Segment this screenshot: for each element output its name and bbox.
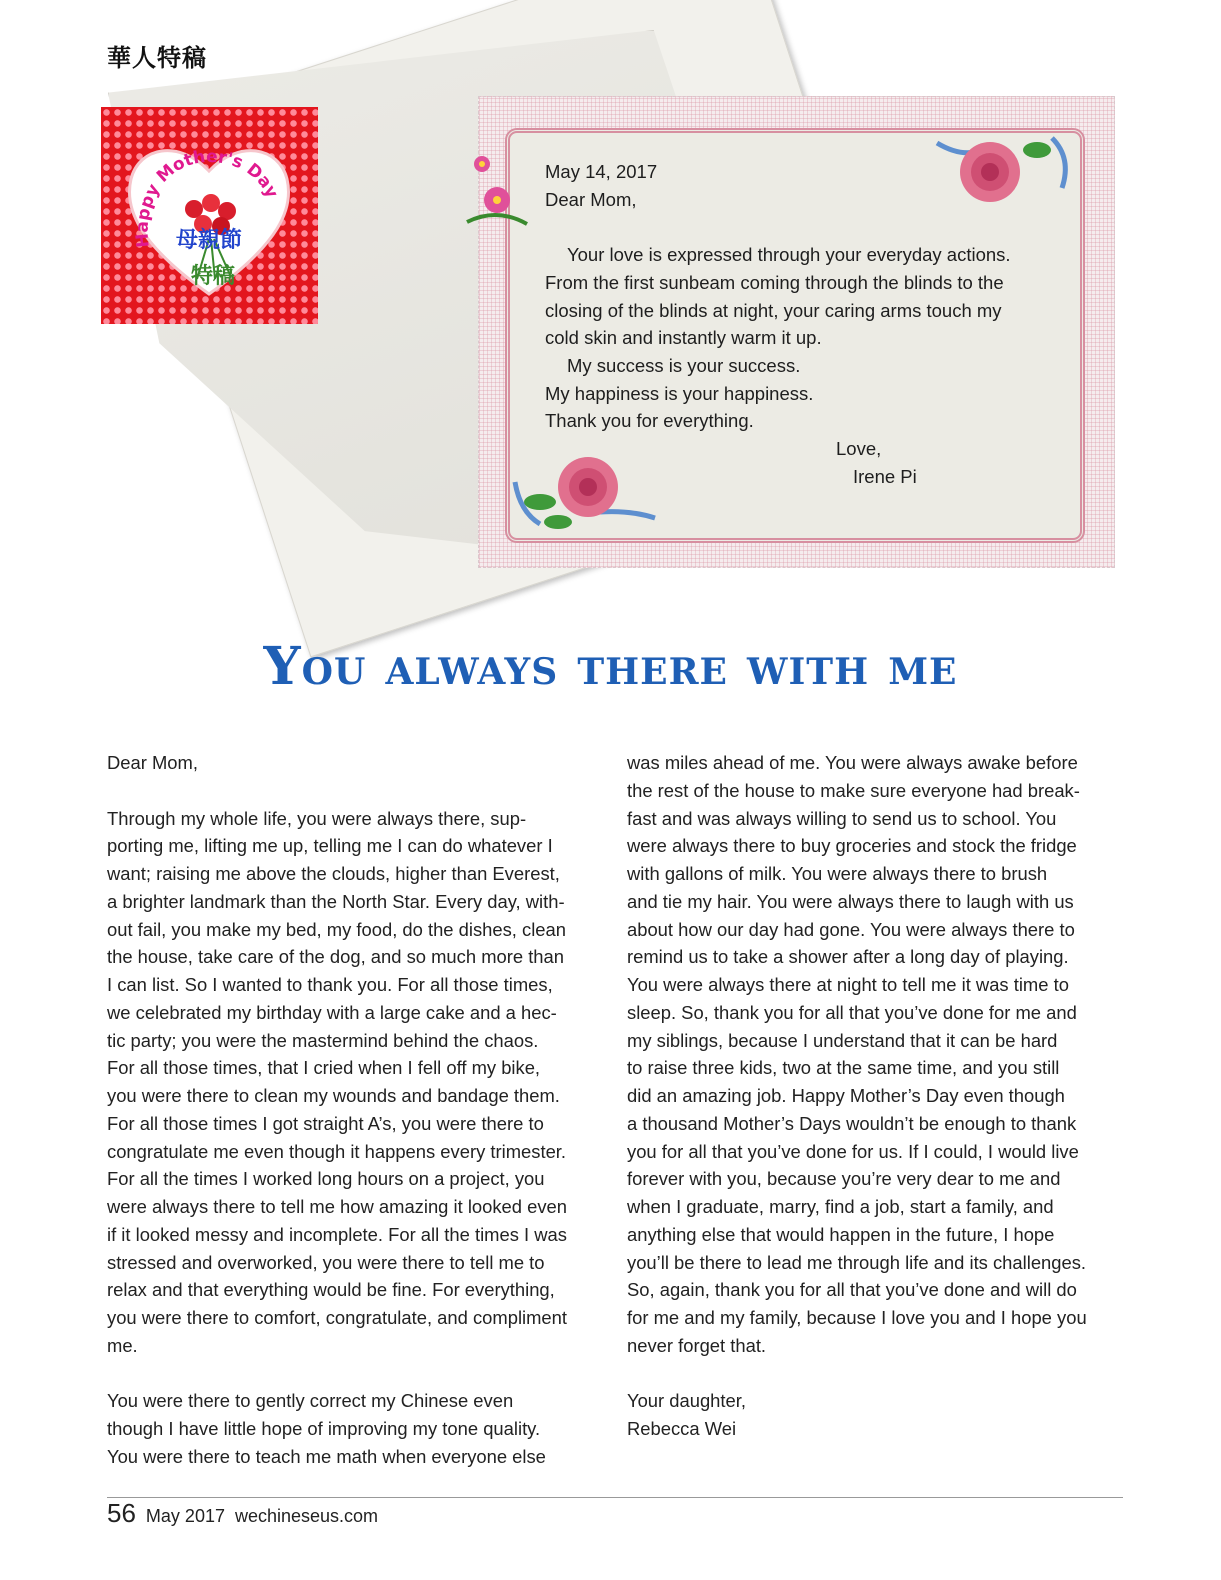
- article-right-column: [627, 749, 1127, 1443]
- article-line: I can list. So I wanted to thank you. For all those times,: [107, 974, 553, 995]
- article-line: stressed and overworked, you were there to tell me to: [107, 1251, 545, 1273]
- article-line: never forget that.: [627, 1334, 767, 1356]
- article-line: me.: [107, 1334, 138, 1356]
- article-line: were always there to buy groceries and stock the fridge: [627, 835, 1077, 857]
- paragraph-break: [107, 777, 607, 805]
- article-line: a brighter landmark than the North Star. Every day, with-: [107, 890, 565, 912]
- article-line: were always there to tell me how amazing it looked even: [107, 1196, 567, 1217]
- article-line: Dear Mom,: [107, 752, 198, 773]
- article-title: You always there with me: [263, 636, 958, 697]
- page-number: 56: [107, 1498, 136, 1528]
- article-line: and tie my hair. You were always there to laugh with us: [627, 890, 1074, 912]
- letter-line: closing of the blinds at night, your caring arms touch my: [545, 299, 1002, 321]
- letter-salutation: Dear Mom,: [545, 188, 637, 210]
- article-line: the house, take care of the dog, and so much more than: [107, 946, 564, 968]
- letter-line: My happiness is your happiness.: [545, 382, 814, 404]
- article-line: For all the times I worked long hours on a project, you: [107, 1168, 545, 1190]
- paragraph-break: [107, 1360, 607, 1388]
- letter-line: cold skin and instantly warm it up.: [545, 327, 822, 349]
- letter-line: Thank you for everything.: [545, 410, 754, 432]
- article-line: you’ll be there to lead me through life and its challenges.: [627, 1251, 1087, 1273]
- article-line: anything else that would happen in the future, I hope: [627, 1223, 1055, 1245]
- article-line: relax and that everything would be fine. For everything,: [107, 1279, 555, 1301]
- article-line: you for all that you’ve done for us. If I could, I would live: [627, 1140, 1079, 1162]
- article-line: did an amazing job. Happy Mother’s Day even though: [627, 1085, 1065, 1106]
- article-line: a thousand Mother’s Days wouldn’t be enough to thank: [627, 1112, 1077, 1134]
- article-line: fast and was always willing to send us to school. You: [627, 807, 1057, 829]
- article-line: So, again, thank you for all that you’ve done and will do: [627, 1279, 1077, 1301]
- article-line: You were there to teach me math when everyone else: [107, 1445, 546, 1467]
- article-line: about how our day had gone. You were always there to: [627, 918, 1075, 940]
- article-line: was miles ahead of me. You were always awake before: [627, 752, 1078, 773]
- article-line: if it looked messy and incomplete. For all the times I was: [107, 1223, 567, 1245]
- article-line: we celebrated my birthday with a large cake and a hec-: [107, 1001, 557, 1023]
- article-line: Rebecca Wei: [627, 1418, 737, 1439]
- section-tag: 華人特稿: [107, 44, 207, 72]
- issue-date: May 2017: [145, 1506, 225, 1526]
- mothers-day-stamp: [101, 107, 318, 324]
- letter-date: May 14, 2017: [545, 161, 658, 182]
- article-line: when I graduate, marry, find a job, start a family, and: [627, 1196, 1054, 1217]
- article-line: to raise three kids, two at the same time, and you still: [627, 1057, 1060, 1079]
- website-link[interactable]: wechineseus.com: [234, 1506, 379, 1526]
- article-line: forever with you, because you’re very dear to me and: [627, 1168, 1061, 1190]
- article-line: you were there to comfort, congratulate, and compliment: [107, 1307, 567, 1328]
- stamp-lettering: [101, 107, 318, 324]
- article-line: congratulate me even though it happens every trimester.: [107, 1140, 567, 1162]
- letter-line: Your love is expressed through your everyday actions.: [567, 244, 1011, 266]
- article-line: you were there to clean my wounds and bandage them.: [107, 1085, 560, 1106]
- article-line: For all those times I got straight A’s, you were there to: [107, 1112, 544, 1134]
- article-line: the rest of the house to make sure everyone had break-: [627, 779, 1080, 801]
- article-line: porting me, lifting me up, telling me I can do whatever I: [107, 835, 553, 857]
- svg-text:母親節: 母親節: [176, 228, 243, 253]
- page-footer: [107, 1498, 378, 1529]
- article-line: You were always there at night to tell me it was time to: [627, 974, 1069, 995]
- letter-card-text: [545, 158, 1065, 490]
- letter-line: My success is your success.: [567, 354, 801, 376]
- article-line: Your daughter,: [627, 1390, 746, 1412]
- article-line: want; raising me above the clouds, higher than Everest,: [107, 863, 560, 884]
- paragraph-break: [627, 1360, 1127, 1388]
- letter-signature: Irene Pi: [853, 465, 917, 487]
- article-line: sleep. So, thank you for all that you’ve done for me and: [627, 1001, 1077, 1023]
- article-line: You were there to gently correct my Chinese even: [107, 1390, 514, 1412]
- article-line: out fail, you make my bed, my food, do the dishes, clean: [107, 918, 566, 940]
- article-line: though I have little hope of improving my tone quality.: [107, 1418, 541, 1439]
- svg-text:Happy Mother's Day: Happy Mother's Day: [132, 146, 282, 249]
- article-left-column: [107, 749, 607, 1471]
- article-line: my siblings, because I understand that it can be hard: [627, 1029, 1058, 1051]
- letter-closing: Love,: [836, 438, 882, 460]
- article-line: For all those times, that I cried when I fell off my bike,: [107, 1057, 541, 1079]
- letter-line: From the first sunbeam coming through the blinds to the: [545, 271, 1004, 293]
- article-line: Through my whole life, you were always there, sup-: [107, 807, 527, 829]
- article-line: for me and my family, because I love you and I hope you: [627, 1307, 1087, 1328]
- daisy-flower-icon: [462, 152, 532, 232]
- article-line: remind us to take a shower after a long day of playing.: [627, 946, 1069, 968]
- article-line: with gallons of milk. You were always there to brush: [627, 863, 1048, 884]
- article-line: tic party; you were the mastermind behind the chaos.: [107, 1029, 539, 1051]
- svg-text:特稿: 特稿: [191, 264, 236, 289]
